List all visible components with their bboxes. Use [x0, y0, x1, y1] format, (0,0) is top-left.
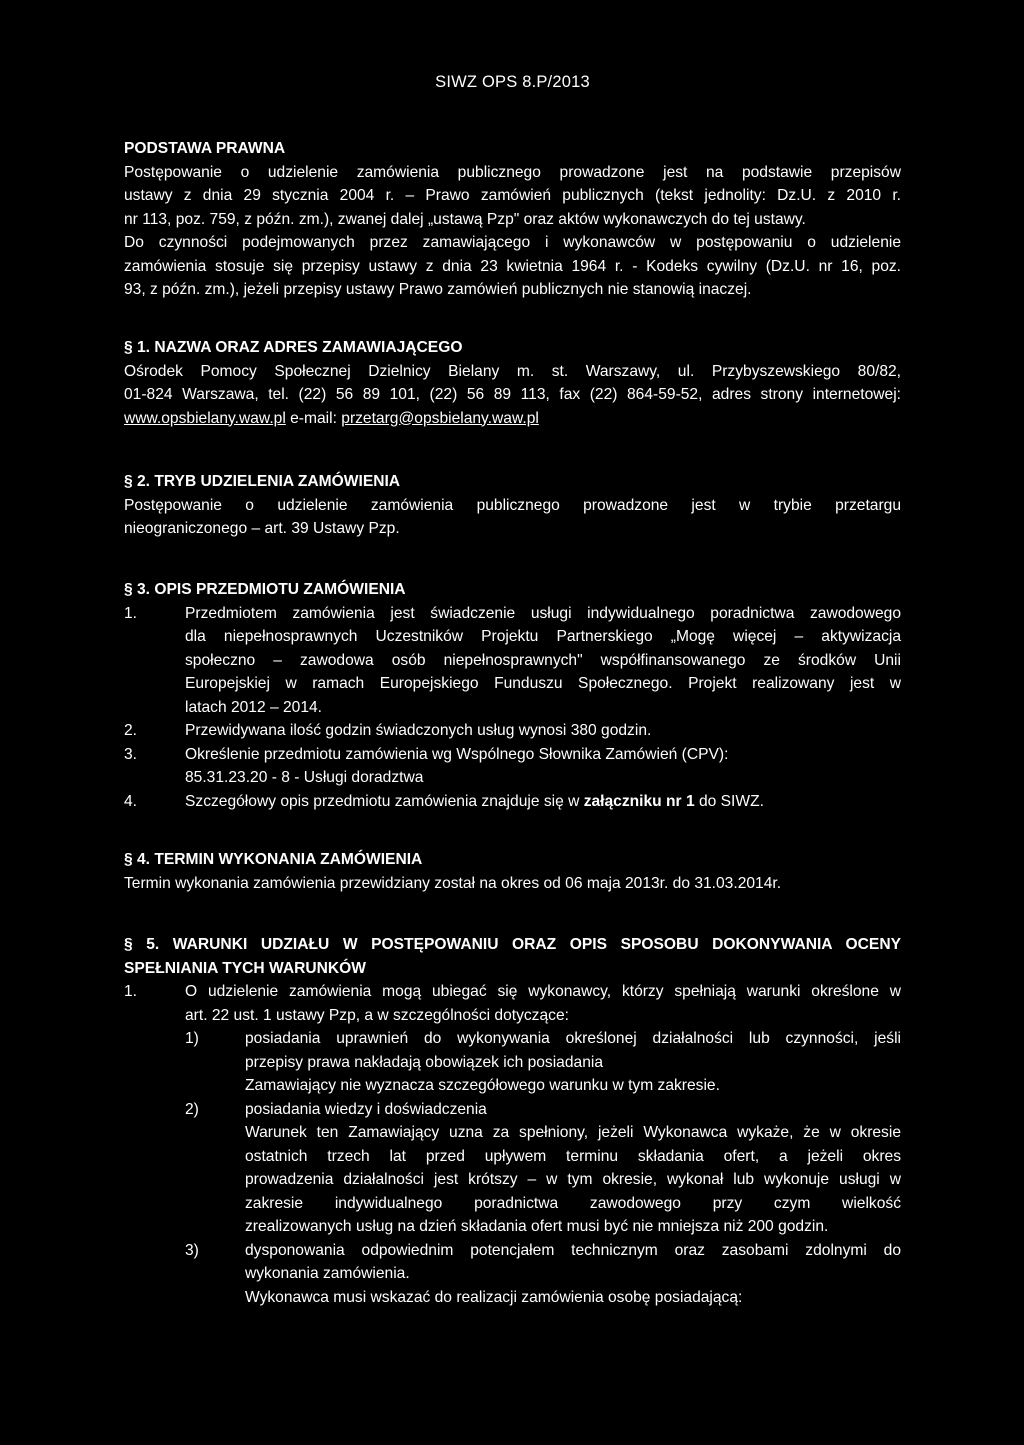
sub-item-line: ostatnich trzech lat przed upływem terminu składania ofert, a jeżeli okres: [245, 1147, 901, 1165]
item-line: Określenie przedmiotu zamówienia wg Wspólnego Słownika Zamówień (CPV):: [185, 745, 729, 763]
item-line: społeczno – zawodowa osób niepełnosprawnych" współfinansowanego ze środków Unii: [185, 651, 901, 669]
document-header: SIWZ OPS 8.P/2013: [435, 73, 590, 91]
item-number: 3.: [124, 745, 138, 763]
sub-item: [124, 1239, 901, 1310]
item-line: art. 22 ust. 1 ustawy Pzp, a w szczególności dotyczące:: [185, 1006, 569, 1024]
section-5-heading: § 5. WARUNKI UDZIAŁU W POSTĘPOWANIU ORAZ OPIS SPOSOBU DOKONYWANIA OCENY: [124, 936, 901, 953]
sub-item-line: prowadzenia działalności jest krótszy – w tym okresie, wykonał lub wykonuje usługi w: [245, 1171, 901, 1188]
item-text: Szczegółowy opis przedmiotu zamówienia znajduje się w: [185, 792, 584, 810]
email-link[interactable]: przetarg@opsbielany.waw.pl: [341, 409, 539, 427]
section-1: [124, 336, 901, 430]
cpv-code: 85.31.23.20 - 8 - Usługi doradztwa: [185, 769, 424, 786]
section-4: [124, 848, 901, 895]
section-3-heading: § 3. OPIS PRZEDMIOTU ZAMÓWIENIA: [124, 581, 406, 598]
item-line: [185, 790, 901, 814]
attachment-reference: załączniku nr 1: [583, 792, 695, 810]
sub-item-line: Zamawiający nie wyznacza szczegółowego warunku w tym zakresie.: [245, 1077, 720, 1094]
sub-item-line: Wykonawca musi wskazać do realizacji zamówienia osobę posiadającą:: [245, 1288, 743, 1306]
procedure-line: Postępowanie o udzielenie zamówienia publicznego prowadzone jest w trybie przetargu: [124, 496, 901, 514]
list-item: [124, 719, 901, 743]
sub-item-line: zrealizowanych usług na dzień składania ofert musi być nie mniejsza niż 200 godzin.: [245, 1218, 829, 1235]
sub-item-line: Warunek ten Zamawiający uzna za spełniony, jeżeli Wykonawca wykaże, że w okresie: [245, 1124, 901, 1141]
sub-item: [124, 1027, 901, 1098]
sub-item-number: 3): [185, 1241, 199, 1259]
web-line: [124, 407, 901, 431]
item-line: Przewidywana ilość godzin świadczonych usług wynosi 380 godzin.: [185, 722, 652, 739]
procedure-line: nieograniczonego – art. 39 Ustawy Pzp.: [124, 520, 400, 537]
item-number: 2.: [124, 722, 138, 739]
sub-item-line: przepisy prawa nakładają obowiązek ich posiadania: [245, 1053, 604, 1071]
list-item: [124, 743, 901, 790]
legal-basis-section: [124, 137, 901, 302]
legal-line: zamówienia stosuje się przepisy ustawy z dnia 23 kwietnia 1964 r. - Kodeks cywilny (Dz.U. nr 16, poz.: [124, 257, 901, 275]
list-item: [124, 790, 901, 814]
email-label: e-mail:: [285, 409, 342, 427]
legal-line: nr 113, poz. 759, z późn. zm.), zwanej dalej „ustawą Pzp" oraz aktów wykonawczych do tej ustawy.: [124, 210, 806, 228]
list-item: [124, 602, 901, 720]
legal-line: Postępowanie o udzielenie zamówienia publicznego prowadzone jest na podstawie przepisów: [124, 163, 901, 181]
list-item: [124, 980, 901, 1027]
section-2-heading: § 2. TRYB UDZIELENIA ZAMÓWIENIA: [124, 473, 401, 490]
contact-line: 01-824 Warszawa, tel. (22) 56 89 101, (22) 56 89 113, fax (22) 864-59-52, adres strony internetowej:: [124, 386, 901, 403]
item-line: dla niepełnosprawnych Uczestników Projektu Partnerskiego „Mogę więcej – aktywizacja: [185, 628, 901, 645]
term-text: Termin wykonania zamówienia przewidziany został na okres od 06 maja 2013r. do 31.03.2014r.: [124, 874, 782, 892]
sub-item-line: dysponowania odpowiednim potencjałem technicznym oraz zasobami zdolnymi do: [245, 1241, 901, 1259]
sub-item: [124, 1098, 901, 1239]
item-line: O udzielenie zamówienia mogą ubiegać się wykonawcy, którzy spełniają warunki określone w: [185, 983, 901, 1000]
item-number: 1.: [124, 983, 138, 1000]
sub-item-line: posiadania wiedzy i doświadczenia: [245, 1100, 487, 1118]
legal-line: ustawy z dnia 29 stycznia 2004 r. – Prawo zamówień publicznych (tekst jednolity: Dz.U. z 2010 r.: [124, 187, 901, 204]
sub-item-number: 2): [185, 1100, 199, 1118]
legal-basis-heading: PODSTAWA PRAWNA: [124, 140, 286, 157]
sub-item-line: wykonania zamówienia.: [245, 1265, 410, 1282]
item-line: latach 2012 – 2014.: [185, 698, 322, 716]
section-3: [124, 578, 901, 813]
legal-line: 93, z późn. zm.), jeżeli przepisy ustawy Prawo zamówień publicznych nie stanowią inaczej.: [124, 281, 752, 298]
section-1-heading: § 1. NAZWA ORAZ ADRES ZAMAWIAJĄCEGO: [124, 339, 463, 356]
website-link[interactable]: www.opsbielany.waw.pl: [124, 409, 286, 427]
item-line: Przedmiotem zamówienia jest świadczenie usługi indywidualnego poradnictwa zawodowego: [185, 604, 901, 622]
item-line: Europejskiej w ramach Europejskiego Funduszu Społecznego. Projekt realizowany jest w: [185, 675, 901, 692]
item-number: 4.: [124, 792, 138, 810]
sub-item-line: posiadania uprawnień do wykonywania określonej działalności lub czynności, jeśli: [245, 1030, 901, 1047]
section-5: [124, 933, 901, 1309]
section-2: [124, 470, 901, 541]
sub-item-number: 1): [185, 1030, 199, 1047]
address-line: Ośrodek Pomocy Społecznej Dzielnicy Bielany m. st. Warszawy, ul. Przybyszewskiego 80/82,: [124, 362, 901, 380]
item-text: do SIWZ.: [694, 792, 764, 810]
section-4-heading: § 4. TERMIN WYKONANIA ZAMÓWIENIA: [124, 851, 423, 868]
item-number: 1.: [124, 604, 138, 622]
legal-line: Do czynności podejmowanych przez zamawiającego i wykonawców w postępowaniu o udzielenie: [124, 234, 901, 251]
sub-item-line: zakresie indywidualnego poradnictwa zawodowego przy czym wielkość: [245, 1194, 901, 1212]
section-5-heading-cont: SPEŁNIANIA TYCH WARUNKÓW: [124, 959, 366, 977]
